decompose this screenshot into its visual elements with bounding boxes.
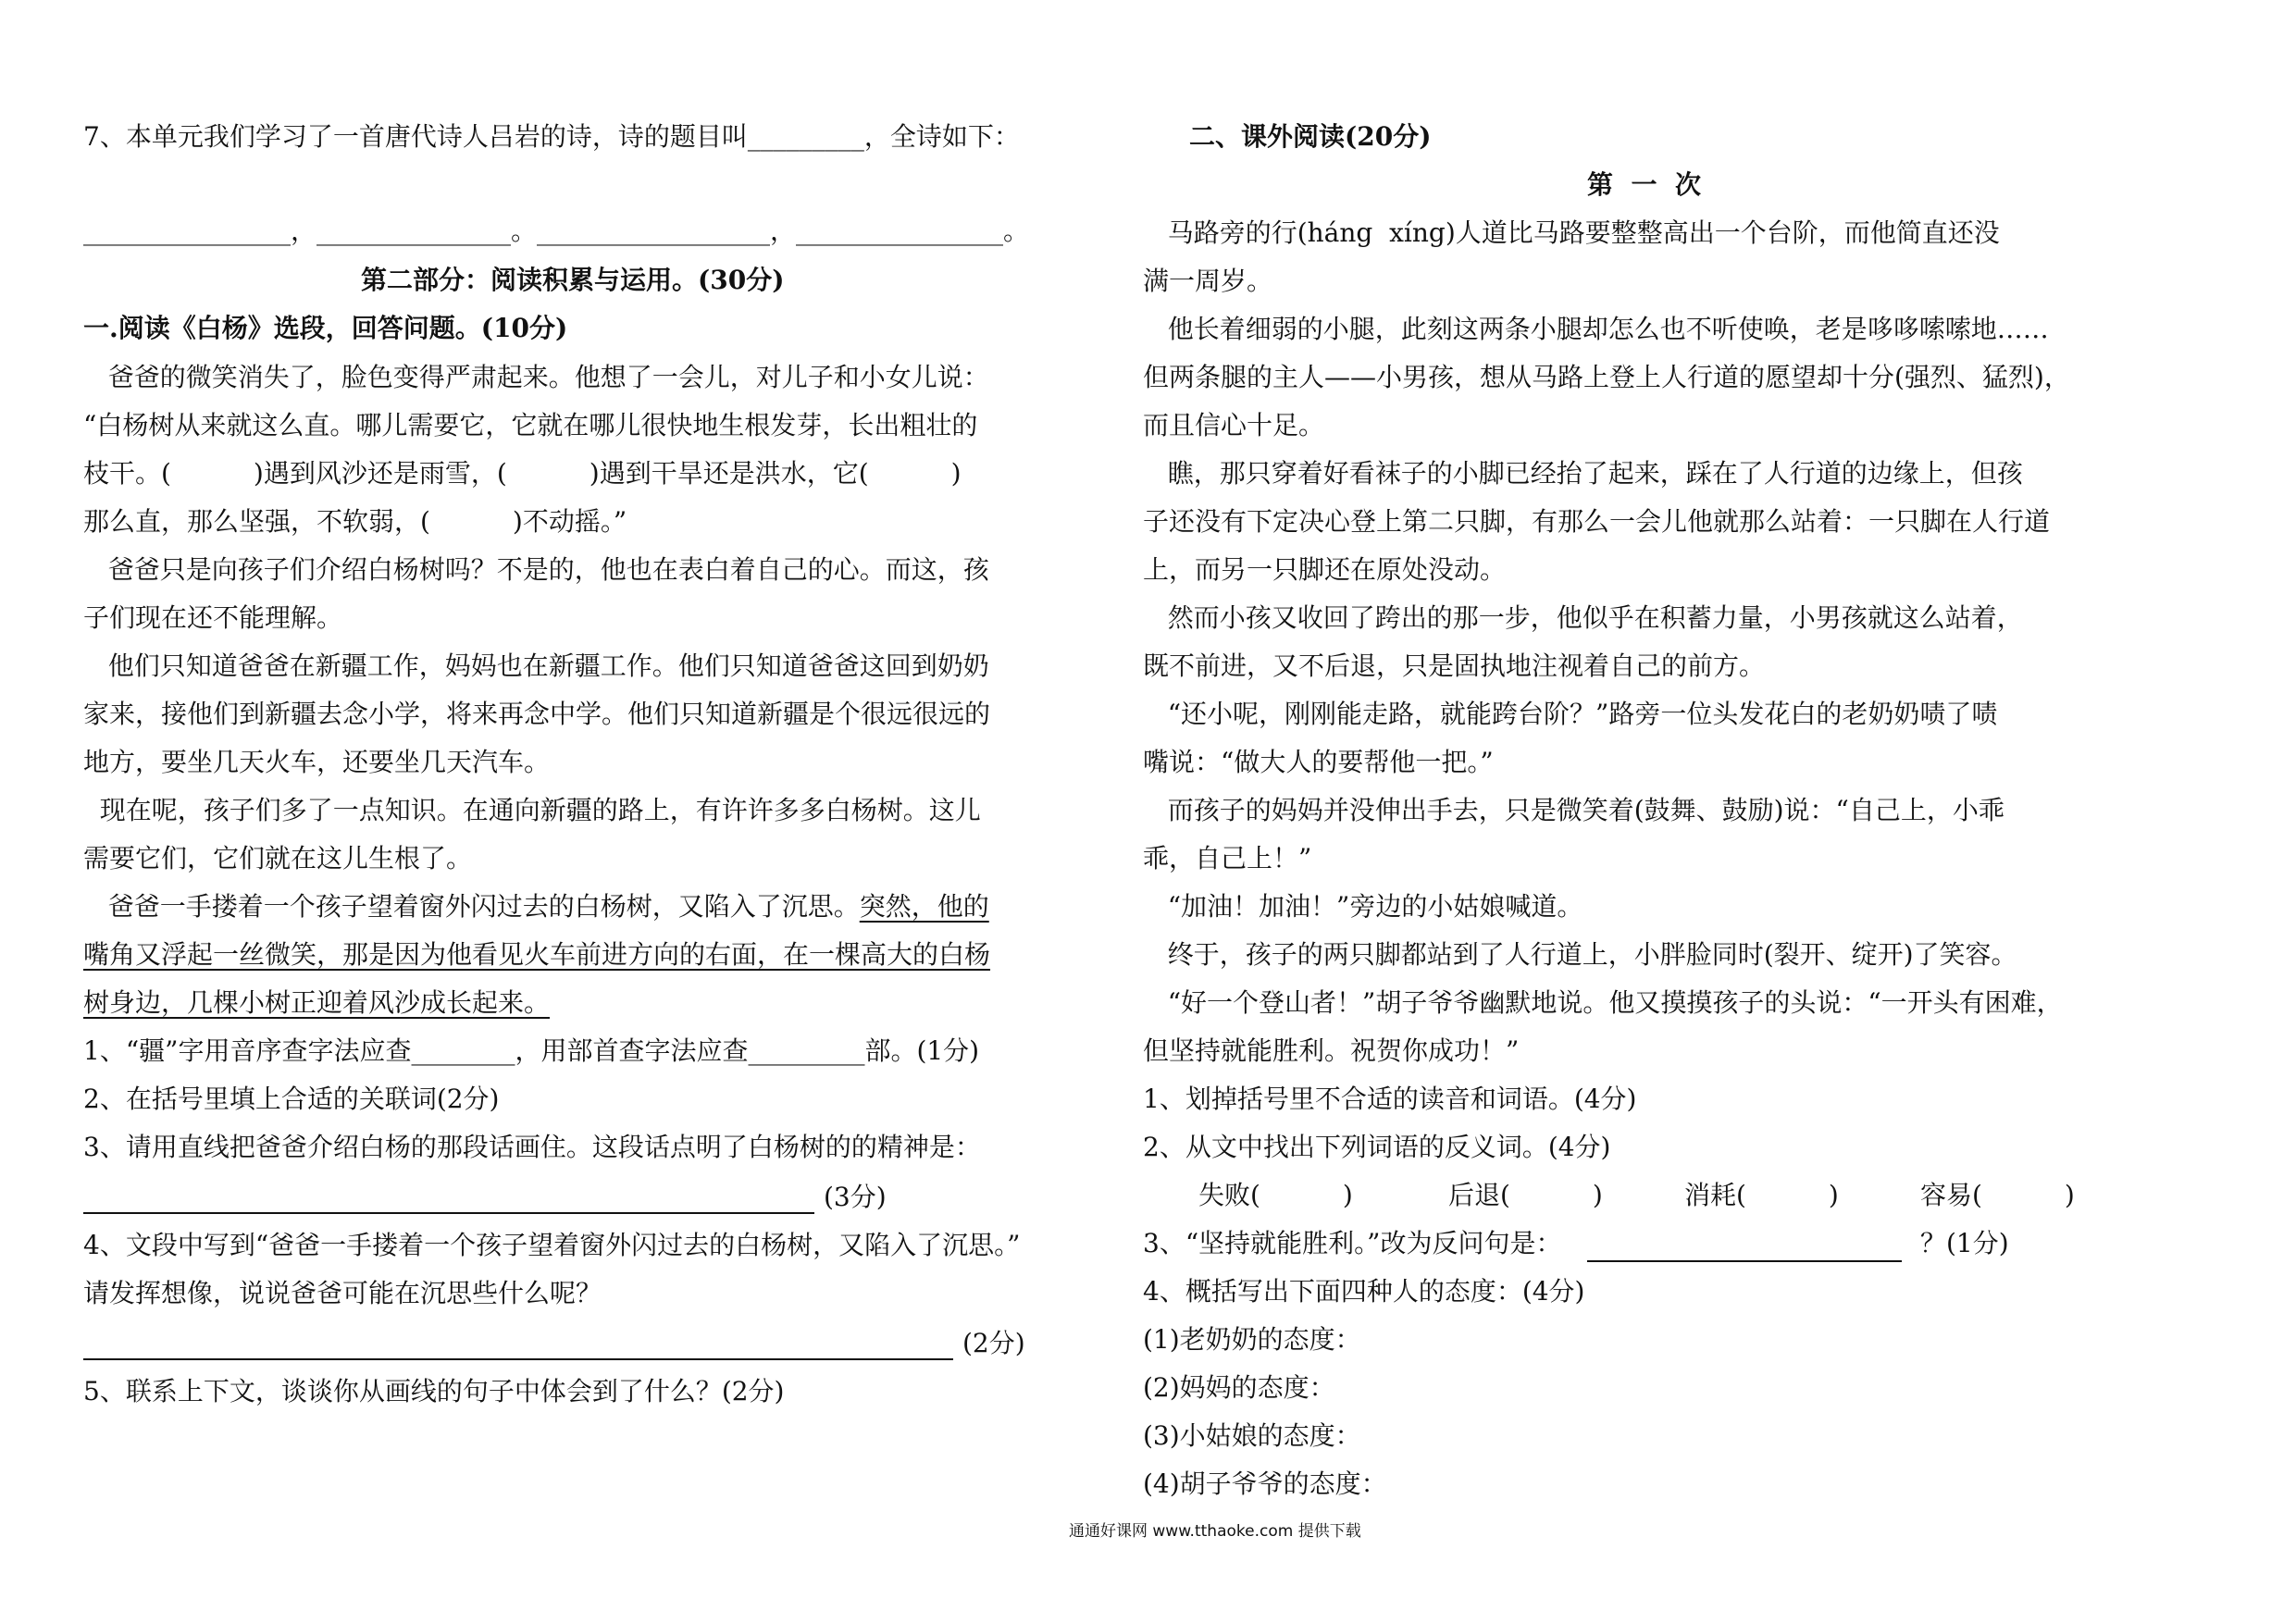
story-line: 但坚持就能胜利。祝贺你成功！” bbox=[1143, 1035, 1520, 1066]
antonym-item: 后退( ) bbox=[1448, 1180, 1603, 1210]
question-4-line2: 请发挥想像，说说爸爸可能在沉思些什么呢？ bbox=[83, 1278, 602, 1308]
question-2: 2、从文中找出下列词语的反义词。(4分) bbox=[1143, 1132, 1611, 1162]
antonym-item: 失败( ) bbox=[1198, 1180, 1353, 1210]
passage-line: 爸爸的微笑消失了，脸色变得严肃起来。他想了一会儿，对儿子和小女儿说： bbox=[83, 362, 989, 392]
story-line: 然而小孩又收回了跨出的那一步，他似乎在积蓄力量，小男孩就这么站着， bbox=[1143, 602, 2023, 633]
story-title: 第 一 次 bbox=[1587, 169, 1701, 200]
underlined-sentence: 嘴角又浮起一丝微笑，那是因为他看见火车前进方向的右面，在一棵高大的白杨 bbox=[83, 939, 991, 970]
section-title: 二、课外阅读(20分) bbox=[1189, 121, 1432, 152]
passage-line: 他们只知道爸爸在新疆工作，妈妈也在新疆工作。他们只知道爸爸这回到奶奶 bbox=[83, 650, 989, 681]
attitude-item: (1)老奶奶的态度： bbox=[1143, 1324, 1361, 1355]
answer-line[interactable] bbox=[83, 1212, 814, 1214]
passage-line: 需要它们，它们就在这儿生根了。 bbox=[83, 843, 473, 873]
passage-line: 现在呢，孩子们多了一点知识。在通向新疆的路上，有许许多多白杨树。这儿 bbox=[83, 795, 981, 825]
passage-line: 枝干。( )遇到风沙还是雨雪，( )遇到干旱还是洪水，它( ) bbox=[83, 458, 962, 489]
question-7-line2: ________________，_______________。__________________，________________。 bbox=[83, 216, 1030, 246]
underlined-sentence: 树身边，几棵小树正迎着风沙成长起来。 bbox=[83, 987, 551, 1018]
passage-line-last bbox=[83, 890, 989, 923]
story-line: 子还没有下定决心登上第二只脚，有那么一会儿他就那么站着：一只脚在人行道 bbox=[1143, 506, 2051, 537]
attitude-item: (4)胡子爷爷的态度： bbox=[1143, 1468, 1387, 1499]
question-4: 4、概括写出下面四种人的态度：(4分) bbox=[1143, 1276, 1585, 1307]
answer-line[interactable] bbox=[1587, 1260, 1902, 1262]
footer-credit: 通通好课网 www.tthaoke.com 提供下载 bbox=[1069, 1522, 1361, 1541]
passage-line: 爸爸只是向孩子们介绍白杨树吗？不是的，他也在表白着自己的心。而这，孩 bbox=[83, 554, 989, 585]
story-line: “加油！加油！”旁边的小姑娘喊道。 bbox=[1143, 891, 1583, 922]
question-4-score: (2分) bbox=[962, 1328, 1025, 1358]
story-line: “还小呢，刚刚能走路，就能跨台阶？”路旁一位头发花白的老奶奶啧了啧 bbox=[1143, 699, 1998, 729]
question-5: 5、联系上下文，谈谈你从画线的句子中体会到了什么？(2分) bbox=[83, 1376, 785, 1406]
passage-line: 子们现在还不能理解。 bbox=[83, 602, 343, 633]
story-line: 但两条腿的主人——小男孩，想从马路上登上人行道的愿望却十分(强烈、猛烈)， bbox=[1143, 362, 2070, 392]
story-line: 他长着细弱的小腿，此刻这两条小腿却怎么也不听使唤，老是哆哆嗦嗦地…… bbox=[1143, 314, 2049, 344]
question-3: 3、“坚持就能胜利。”改为反问句是： bbox=[1143, 1228, 1562, 1258]
passage-line: 地方，要坐几天火车，还要坐几天汽车。 bbox=[83, 747, 551, 777]
passage-line: “白杨树从来就这么直。哪儿需要它，它就在哪儿很快地生根发芽，长出粗壮的 bbox=[83, 410, 978, 440]
part2-title: 第二部分：阅读积累与运用。(30分) bbox=[361, 265, 785, 295]
story-line: 满一周岁。 bbox=[1143, 266, 1273, 296]
story-line: 嘴说：“做大人的要帮他一把。” bbox=[1143, 747, 1494, 777]
question-1: 1、划掉括号里不合适的读音和词语。(4分) bbox=[1143, 1084, 1637, 1114]
question-3: 3、请用直线把爸爸介绍白杨的那段话画住。这段话点明了白杨树的的精神是： bbox=[83, 1132, 981, 1162]
question-2: 2、在括号里填上合适的关联词(2分) bbox=[83, 1084, 500, 1114]
antonym-item: 容易( ) bbox=[1920, 1180, 2075, 1210]
question-3-tail: ？(1分) bbox=[1920, 1228, 2009, 1258]
story-line: 马路旁的行(háng xíng)人道比马路要整整高出一个台阶，而他简直还没 bbox=[1143, 217, 2000, 248]
story-line: 既不前进，又不后退，只是固执地注视着自己的前方。 bbox=[1143, 650, 1766, 681]
answer-line[interactable] bbox=[83, 1358, 953, 1360]
story-line: 乖，自己上！” bbox=[1143, 843, 1312, 873]
passage-text: 爸爸一手搂着一个孩子望着窗外闪过去的白杨树，又陷入了沉思。 bbox=[83, 891, 860, 922]
antonym-item: 消耗( ) bbox=[1684, 1180, 1839, 1210]
story-line: 上，而另一只脚还在原处没动。 bbox=[1143, 554, 1507, 585]
question-1: 1、“疆”字用音序查字法应查________，用部首查字法应查_________部。(1分) bbox=[83, 1035, 980, 1066]
story-line: 而孩子的妈妈并没伸出手去，只是微笑着(鼓舞、鼓励)说：“自己上，小乖 bbox=[1143, 795, 2004, 825]
story-line: 而且信心十足。 bbox=[1143, 410, 1325, 440]
passage-line: 那么直，那么坚强，不软弱，( )不动摇。” bbox=[83, 506, 627, 537]
question-3-score: (3分) bbox=[824, 1182, 887, 1212]
story-line: 终于，孩子的两只脚都站到了人行道上，小胖脸同时(裂开、绽开)了笑容。 bbox=[1143, 939, 2017, 970]
question-7-line1: 7、本单元我们学习了一首唐代诗人吕岩的诗，诗的题目叫_________，全诗如下： bbox=[83, 121, 1020, 152]
story-line: 瞧，那只穿着好看袜子的小脚已经抬了起来，踩在了人行道的边缘上，但孩 bbox=[1143, 458, 2023, 489]
underlined-sentence: 突然，他的 bbox=[859, 891, 989, 922]
reading1-heading: 一.阅读《白杨》选段，回答问题。(10分) bbox=[83, 313, 568, 343]
question-4-line1: 4、文段中写到“爸爸一手搂着一个孩子望着窗外闪过去的白杨树，又陷入了沉思。” bbox=[83, 1230, 1021, 1260]
attitude-item: (2)妈妈的态度： bbox=[1143, 1372, 1335, 1403]
attitude-item: (3)小姑娘的态度： bbox=[1143, 1420, 1361, 1451]
story-line: “好一个登山者！”胡子爷爷幽默地说。他又摸摸孩子的头说：“一开头有困难， bbox=[1143, 987, 2063, 1018]
passage-line: 家来，接他们到新疆去念小学，将来再念中学。他们只知道新疆是个很远很远的 bbox=[83, 699, 991, 729]
